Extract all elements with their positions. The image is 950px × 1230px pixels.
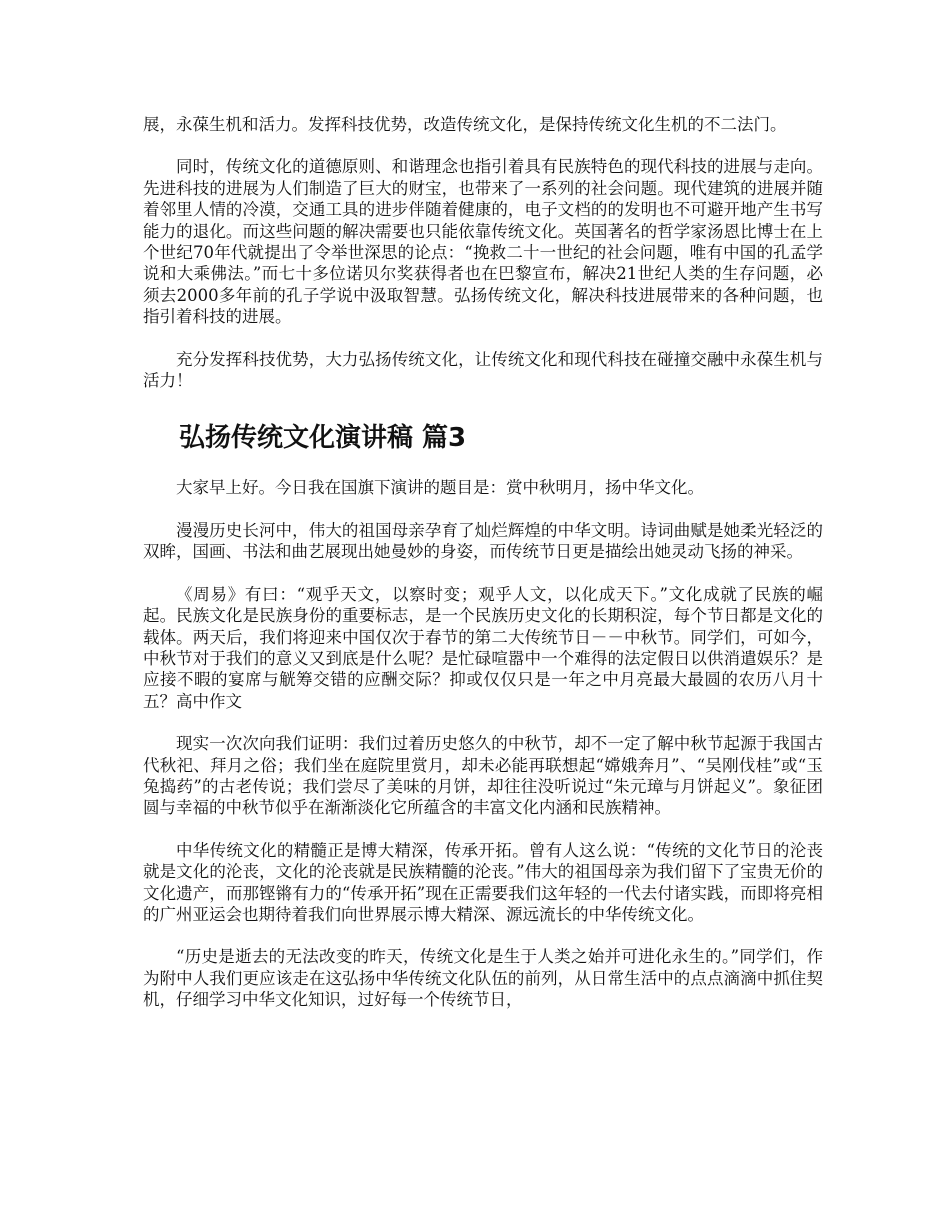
paragraph: 充分发挥科技优势，大力弘扬传统文化，让传统文化和现代科技在碰撞交融中永葆生机与活力！ bbox=[143, 349, 823, 391]
paragraph: 大家早上好。今日我在国旗下演讲的题目是：赏中秋明月，扬中华文化。 bbox=[176, 478, 704, 498]
paragraph: 漫漫历史长河中，伟大的祖国母亲孕育了灿烂辉煌的中华文明。诗词曲赋是她柔光轻泛的双眸，国画、书法和曲艺展现出她曼妙的身姿，而传统节日更是描绘出她灵动飞扬的神采。 bbox=[143, 520, 823, 562]
document-page bbox=[143, 114, 823, 1032]
paragraph: 展，永葆生机和活力。发挥科技优势，改造传统文化，是保持传统文化生机的不二法门。 bbox=[143, 115, 787, 134]
paragraph: 中华传统文化的精髓正是博大精深，传承开拓。曾有人这么说：“传统的文化节日的沦丧就是文化的沦丧，文化的沦丧就是民族精髓的沦丧。”伟大的祖国母亲为我们留下了宝贵无价的文化遗产，而那铿锵有力的“传承开拓”现在正需要我们这年轻的一代去付诸实践，而即将亮相的广州亚运会也期待着我们向世界展示博大精深、源远流长的中华传统文化。 bbox=[143, 840, 823, 924]
paragraph: 《周易》有曰：“观乎天文，以察时变；观乎人文，以化成天下。”文化成就了民族的崛起。民族文化是民族身份的重要标志，是一个民族历史文化的长期积淀，每个节日都是文化的载体。两天后，我们将迎来中国仅次于春节的第二大传统节日－－中秋节。同学们，可如今，中秋节对于我们的意义又到底是什么呢？是忙碌喧嚣中一个难得的法定假日以供消遣娱乐？是应接不暇的宴席与觥筹交错的应酬交际？抑或仅仅只是一年之中月亮最大最圆的农历八月十五？高中作文 bbox=[143, 584, 823, 711]
paragraph: 同时，传统文化的道德原则、和谐理念也指引着具有民族特色的现代科技的进展与走向。先进科技的进展为人们制造了巨大的财宝，也带来了一系列的社会问题。现代建筑的进展并随着邻里人情的冷漠，交通工具的进步伴随着健康的，电子文档的的发明也不可避开地产生书写能力的退化。而这些问题的解决需要也只能依靠传统文化。英国著名的哲学家汤恩比博士在上个世纪70年代就提出了令举世深思的论点：“挽救二十一世纪的社会问题，唯有中国的孔孟学说和大乘佛法。”而七十多位诺贝尔奖获得者也在巴黎宣布，解决21世纪人类的生存问题，必须去2000多年前的孔子学说中汲取智慧。弘扬传统文化，解决科技进展带来的各种问题，也指引着科技的进展。 bbox=[143, 157, 823, 327]
paragraph: “历史是逝去的无法改变的昨天，传统文化是生于人类之始并可进化永生的。”同学们，作为附中人我们更应该走在这弘扬中华传统文化队伍的前列，从日常生活中的点点滴滴中抓住契机，仔细学习中华文化知识，过好每一个传统节日， bbox=[143, 947, 823, 1010]
paragraph: 现实一次次向我们证明：我们过着历史悠久的中秋节，却不一定了解中秋节起源于我国古代秋祀、拜月之俗；我们坐在庭院里赏月，却未必能再联想起“嫦娥奔月”、“吴刚伐桂”或“玉兔捣药”的古老传说；我们尝尽了美味的月饼，却往往没听说过“朱元璋与月饼起义”。象征团圆与幸福的中秋节似乎在渐渐淡化它所蕴含的丰富文化内涵和民族精神。 bbox=[143, 734, 823, 818]
section-heading: 弘扬传统文化演讲稿 篇3 bbox=[179, 423, 467, 454]
